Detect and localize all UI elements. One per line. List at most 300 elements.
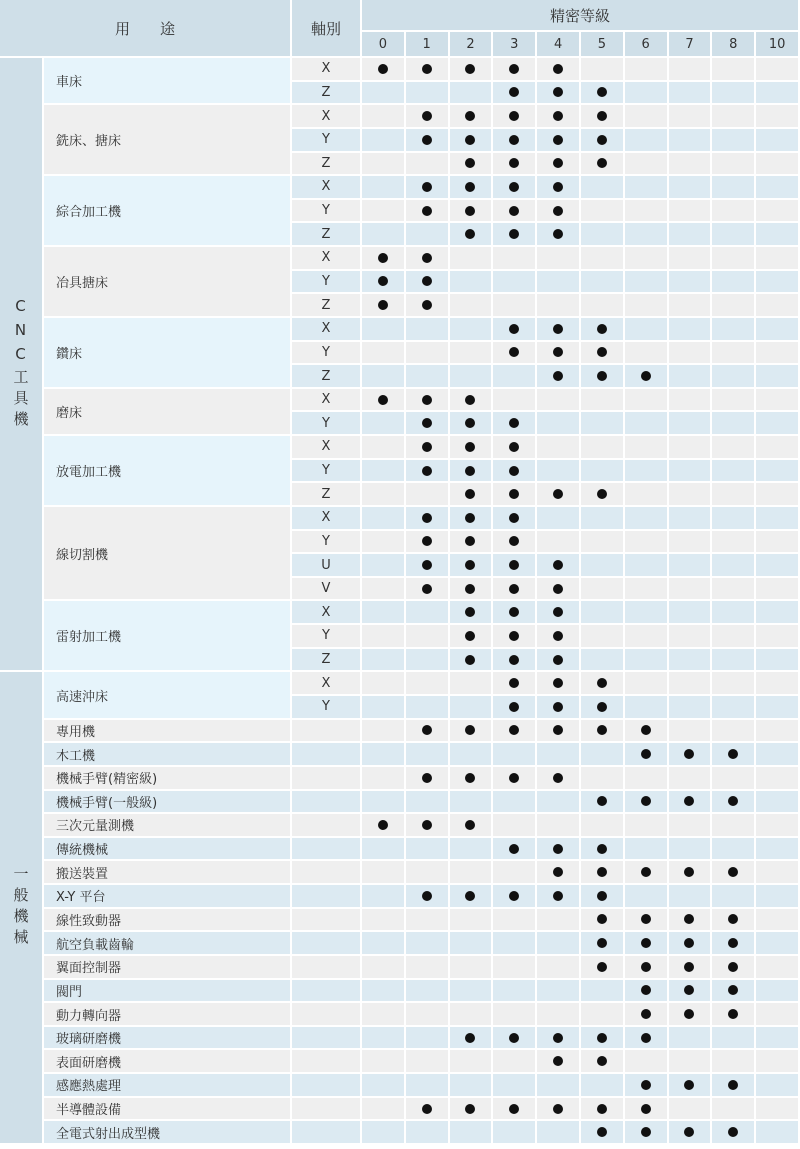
- grade-cell: [712, 838, 756, 862]
- grade-cell: [669, 389, 713, 413]
- grade-cell: [625, 649, 669, 673]
- grade-cell: [406, 153, 450, 177]
- applicable-grade-dot: [553, 867, 563, 877]
- grade-cell: [406, 956, 450, 980]
- grade-cell: [362, 412, 406, 436]
- grade-cell: [406, 672, 450, 696]
- axis-cell: [292, 1050, 362, 1074]
- grade-cell: [756, 412, 800, 436]
- grade-column-header: 2: [450, 32, 494, 58]
- grade-cell: [756, 223, 800, 247]
- grade-cell: [625, 460, 669, 484]
- applicable-grade-dot: [509, 725, 519, 735]
- applicable-grade-dot: [684, 1080, 694, 1090]
- grade-cell: [669, 129, 713, 153]
- grade-cell: [362, 365, 406, 389]
- grade-cell: [712, 318, 756, 342]
- grade-cell: [406, 412, 450, 436]
- grade-cell: [625, 176, 669, 200]
- grade-cell: [406, 58, 450, 82]
- axis-cell: Z: [292, 82, 362, 106]
- applicable-grade-dot: [597, 1056, 607, 1066]
- grade-cell: [537, 601, 581, 625]
- grade-cell: [450, 1003, 494, 1027]
- grade-cell: [669, 649, 713, 673]
- applicable-grade-dot: [509, 206, 519, 216]
- grade-cell: [362, 1003, 406, 1027]
- applicable-grade-dot: [597, 796, 607, 806]
- grade-cell: [625, 58, 669, 82]
- grade-cell: [625, 1098, 669, 1122]
- grade-cell: [493, 1050, 537, 1074]
- grade-cell: [450, 271, 494, 295]
- applicable-grade-dot: [509, 111, 519, 121]
- grade-cell: [493, 696, 537, 720]
- grade-cell: [581, 483, 625, 507]
- grade-cell: [362, 838, 406, 862]
- grade-cell: [625, 318, 669, 342]
- grade-cell: [406, 980, 450, 1004]
- grade-cell: [581, 58, 625, 82]
- applicable-grade-dot: [422, 820, 432, 830]
- axis-cell: Y: [292, 625, 362, 649]
- applicable-grade-dot: [465, 891, 475, 901]
- applicable-grade-dot: [509, 182, 519, 192]
- grade-cell: [712, 861, 756, 885]
- applicable-grade-dot: [684, 985, 694, 995]
- axis-cell: Z: [292, 153, 362, 177]
- applicable-grade-dot: [553, 773, 563, 783]
- grade-cell: [625, 625, 669, 649]
- grade-cell: [581, 1074, 625, 1098]
- grade-cell: [493, 153, 537, 177]
- grade-cell: [362, 223, 406, 247]
- applicable-grade-dot: [641, 1104, 651, 1114]
- grade-cell: [537, 909, 581, 933]
- applicable-grade-dot: [553, 655, 563, 665]
- grade-cell: [712, 767, 756, 791]
- grade-cell: [406, 649, 450, 673]
- grade-cell: [669, 743, 713, 767]
- grade-cell: [625, 247, 669, 271]
- applicable-grade-dot: [422, 111, 432, 121]
- applicable-grade-dot: [728, 867, 738, 877]
- grade-cell: [537, 932, 581, 956]
- grade-cell: [537, 365, 581, 389]
- grade-cell: [756, 767, 800, 791]
- grade-cell: [406, 1098, 450, 1122]
- grade-cell: [712, 153, 756, 177]
- grade-cell: [712, 1003, 756, 1027]
- axis-cell: [292, 743, 362, 767]
- applicable-grade-dot: [553, 844, 563, 854]
- grade-cell: [756, 932, 800, 956]
- grade-cell: [669, 554, 713, 578]
- applicable-grade-dot: [422, 466, 432, 476]
- axis-cell: Z: [292, 483, 362, 507]
- grade-cell: [537, 649, 581, 673]
- axis-cell: X: [292, 105, 362, 129]
- applicable-grade-dot: [509, 773, 519, 783]
- grade-cell: [756, 696, 800, 720]
- grade-cell: [712, 200, 756, 224]
- grade-cell: [406, 82, 450, 106]
- applicable-grade-dot: [378, 276, 388, 286]
- axis-cell: Z: [292, 365, 362, 389]
- applicable-grade-dot: [509, 891, 519, 901]
- axis-cell: [292, 814, 362, 838]
- grade-cell: [625, 223, 669, 247]
- grade-cell: [450, 223, 494, 247]
- machine-name: 半導體設備: [44, 1098, 292, 1122]
- axis-cell: [292, 791, 362, 815]
- grade-cell: [625, 412, 669, 436]
- axis-cell: Y: [292, 531, 362, 555]
- applicable-grade-dot: [684, 1127, 694, 1137]
- grade-cell: [712, 649, 756, 673]
- grade-cell: [362, 649, 406, 673]
- grade-cell: [712, 105, 756, 129]
- grade-cell: [712, 531, 756, 555]
- grade-cell: [450, 743, 494, 767]
- grade-cell: [362, 271, 406, 295]
- grade-cell: [712, 460, 756, 484]
- grade-cell: [537, 318, 581, 342]
- grade-column-header: 10: [756, 32, 800, 58]
- grade-cell: [669, 1098, 713, 1122]
- grade-cell: [493, 105, 537, 129]
- grade-cell: [669, 1003, 713, 1027]
- machine-name: 傳統機械: [44, 838, 292, 862]
- grade-cell: [581, 838, 625, 862]
- grade-cell: [406, 436, 450, 460]
- applicable-grade-dot: [465, 773, 475, 783]
- grade-cell: [712, 909, 756, 933]
- axis-cell: Y: [292, 342, 362, 366]
- grade-cell: [537, 980, 581, 1004]
- applicable-grade-dot: [597, 347, 607, 357]
- grade-cell: [712, 247, 756, 271]
- applicable-grade-dot: [422, 253, 432, 263]
- machine-name: 全電式射出成型機: [44, 1121, 292, 1145]
- grade-cell: [450, 58, 494, 82]
- applicable-grade-dot: [422, 513, 432, 523]
- applicable-grade-dot: [553, 229, 563, 239]
- grade-cell: [669, 672, 713, 696]
- grade-cell: [537, 200, 581, 224]
- machine-name: 表面研磨機: [44, 1050, 292, 1074]
- grade-cell: [362, 1098, 406, 1122]
- grade-cell: [669, 1027, 713, 1051]
- applicable-grade-dot: [509, 135, 519, 145]
- grade-cell: [581, 1050, 625, 1074]
- grade-cell: [493, 200, 537, 224]
- grade-cell: [625, 153, 669, 177]
- grade-cell: [362, 814, 406, 838]
- grade-cell: [581, 1027, 625, 1051]
- applicable-grade-dot: [465, 655, 475, 665]
- applicable-grade-dot: [553, 1104, 563, 1114]
- applicable-grade-dot: [509, 418, 519, 428]
- grade-cell: [669, 153, 713, 177]
- grade-cell: [625, 861, 669, 885]
- grade-cell: [537, 720, 581, 744]
- machine-name: X-Y 平台: [44, 885, 292, 909]
- group-label: CNC工具機: [0, 58, 44, 672]
- axis-cell: Y: [292, 696, 362, 720]
- applicable-grade-dot: [422, 300, 432, 310]
- applicable-grade-dot: [509, 347, 519, 357]
- grade-cell: [493, 791, 537, 815]
- applicable-grade-dot: [553, 182, 563, 192]
- applicable-grade-dot: [553, 135, 563, 145]
- machine-name: 翼面控制器: [44, 956, 292, 980]
- grade-cell: [450, 389, 494, 413]
- applicable-grade-dot: [465, 182, 475, 192]
- grade-cell: [493, 365, 537, 389]
- applicable-grade-dot: [553, 678, 563, 688]
- grade-cell: [581, 554, 625, 578]
- grade-cell: [406, 200, 450, 224]
- grade-cell: [450, 672, 494, 696]
- grade-cell: [537, 247, 581, 271]
- grade-cell: [450, 720, 494, 744]
- applicable-grade-dot: [728, 1080, 738, 1090]
- applicable-grade-dot: [465, 631, 475, 641]
- applicable-grade-dot: [597, 1104, 607, 1114]
- applicable-grade-dot: [378, 253, 388, 263]
- grade-cell: [712, 1074, 756, 1098]
- grade-cell: [362, 743, 406, 767]
- grade-cell: [669, 58, 713, 82]
- applicable-grade-dot: [641, 749, 651, 759]
- grade-cell: [712, 412, 756, 436]
- grade-cell: [712, 436, 756, 460]
- grade-cell: [581, 956, 625, 980]
- header-axis: 軸別: [292, 0, 362, 58]
- grade-cell: [406, 507, 450, 531]
- grade-cell: [712, 389, 756, 413]
- grade-cell: [406, 1121, 450, 1145]
- grade-cell: [669, 82, 713, 106]
- grade-cell: [581, 672, 625, 696]
- applicable-grade-dot: [728, 749, 738, 759]
- applicable-grade-dot: [509, 158, 519, 168]
- grade-cell: [756, 956, 800, 980]
- grade-cell: [625, 389, 669, 413]
- grade-cell: [756, 1074, 800, 1098]
- applicable-grade-dot: [465, 229, 475, 239]
- applicable-grade-dot: [509, 678, 519, 688]
- applicable-grade-dot: [509, 87, 519, 97]
- grade-cell: [450, 909, 494, 933]
- axis-cell: [292, 1098, 362, 1122]
- applicable-grade-dot: [509, 844, 519, 854]
- grade-cell: [493, 1027, 537, 1051]
- applicable-grade-dot: [465, 584, 475, 594]
- grade-cell: [362, 507, 406, 531]
- grade-cell: [712, 271, 756, 295]
- machine-name: 鑽床: [44, 318, 292, 389]
- applicable-grade-dot: [509, 584, 519, 594]
- grade-cell: [581, 743, 625, 767]
- grade-cell: [537, 507, 581, 531]
- axis-cell: X: [292, 247, 362, 271]
- axis-cell: X: [292, 389, 362, 413]
- applicable-grade-dot: [422, 276, 432, 286]
- applicable-grade-dot: [641, 1080, 651, 1090]
- grade-cell: [493, 129, 537, 153]
- grade-cell: [493, 176, 537, 200]
- grade-cell: [362, 483, 406, 507]
- applicable-grade-dot: [465, 607, 475, 617]
- applicable-grade-dot: [465, 442, 475, 452]
- grade-cell: [493, 483, 537, 507]
- axis-cell: Z: [292, 294, 362, 318]
- grade-cell: [712, 365, 756, 389]
- grade-cell: [712, 1027, 756, 1051]
- grade-cell: [712, 672, 756, 696]
- grade-cell: [493, 932, 537, 956]
- axis-cell: Y: [292, 129, 362, 153]
- grade-column-header: 5: [581, 32, 625, 58]
- applicable-grade-dot: [641, 725, 651, 735]
- machine-name: 線性致動器: [44, 909, 292, 933]
- grade-cell: [669, 1050, 713, 1074]
- axis-cell: X: [292, 436, 362, 460]
- applicable-grade-dot: [465, 725, 475, 735]
- grade-cell: [756, 58, 800, 82]
- axis-cell: [292, 720, 362, 744]
- grade-cell: [406, 578, 450, 602]
- grade-cell: [493, 318, 537, 342]
- grade-cell: [450, 436, 494, 460]
- grade-cell: [756, 436, 800, 460]
- grade-cell: [537, 389, 581, 413]
- grade-cell: [625, 814, 669, 838]
- axis-cell: Z: [292, 223, 362, 247]
- grade-cell: [537, 1027, 581, 1051]
- grade-cell: [669, 838, 713, 862]
- grade-cell: [669, 365, 713, 389]
- axis-cell: Y: [292, 200, 362, 224]
- applicable-grade-dot: [509, 442, 519, 452]
- grade-cell: [712, 625, 756, 649]
- applicable-grade-dot: [553, 607, 563, 617]
- grade-cell: [362, 342, 406, 366]
- applicable-grade-dot: [597, 678, 607, 688]
- applicable-grade-dot: [553, 206, 563, 216]
- axis-cell: [292, 1027, 362, 1051]
- grade-cell: [537, 460, 581, 484]
- axis-cell: [292, 980, 362, 1004]
- applicable-grade-dot: [422, 442, 432, 452]
- applicable-grade-dot: [509, 1033, 519, 1043]
- grade-cell: [756, 365, 800, 389]
- applicable-grade-dot: [509, 607, 519, 617]
- grade-cell: [450, 1098, 494, 1122]
- grade-cell: [756, 601, 800, 625]
- grade-cell: [493, 223, 537, 247]
- grade-cell: [493, 554, 537, 578]
- axis-cell: [292, 861, 362, 885]
- grade-cell: [537, 767, 581, 791]
- applicable-grade-dot: [465, 1033, 475, 1043]
- applicable-grade-dot: [509, 560, 519, 570]
- grade-cell: [581, 223, 625, 247]
- grade-cell: [406, 271, 450, 295]
- grade-cell: [712, 791, 756, 815]
- grade-cell: [669, 223, 713, 247]
- applicable-grade-dot: [597, 135, 607, 145]
- grade-cell: [362, 578, 406, 602]
- grade-cell: [756, 176, 800, 200]
- grade-cell: [537, 1121, 581, 1145]
- grade-cell: [406, 1050, 450, 1074]
- grade-cell: [669, 483, 713, 507]
- applicable-grade-dot: [509, 631, 519, 641]
- grade-column-header: 7: [669, 32, 713, 58]
- machine-name: 玻璃研磨機: [44, 1027, 292, 1051]
- machine-name: 三次元量測機: [44, 814, 292, 838]
- grade-cell: [362, 176, 406, 200]
- grade-cell: [362, 980, 406, 1004]
- grade-cell: [712, 294, 756, 318]
- applicable-grade-dot: [597, 1033, 607, 1043]
- applicable-grade-dot: [465, 489, 475, 499]
- machine-name: 高速沖床: [44, 672, 292, 719]
- grade-cell: [625, 791, 669, 815]
- grade-cell: [450, 1121, 494, 1145]
- applicable-grade-dot: [684, 938, 694, 948]
- grade-cell: [450, 767, 494, 791]
- grade-cell: [362, 200, 406, 224]
- applicable-grade-dot: [597, 111, 607, 121]
- applicable-grade-dot: [641, 1127, 651, 1137]
- grade-cell: [450, 932, 494, 956]
- grade-cell: [493, 743, 537, 767]
- grade-cell: [537, 1050, 581, 1074]
- grade-cell: [756, 720, 800, 744]
- grade-cell: [581, 105, 625, 129]
- grade-cell: [625, 696, 669, 720]
- grade-cell: [581, 932, 625, 956]
- axis-cell: [292, 1074, 362, 1098]
- grade-cell: [493, 247, 537, 271]
- grade-cell: [493, 531, 537, 555]
- applicable-grade-dot: [553, 111, 563, 121]
- grade-cell: [756, 531, 800, 555]
- grade-cell: [537, 672, 581, 696]
- grade-cell: [669, 791, 713, 815]
- header-grade: 精密等級: [362, 0, 800, 32]
- grade-cell: [625, 1074, 669, 1098]
- applicable-grade-dot: [465, 536, 475, 546]
- grade-cell: [406, 554, 450, 578]
- grade-cell: [450, 129, 494, 153]
- grade-cell: [756, 861, 800, 885]
- applicable-grade-dot: [465, 158, 475, 168]
- grade-cell: [537, 696, 581, 720]
- grade-cell: [756, 838, 800, 862]
- grade-cell: [625, 672, 669, 696]
- grade-cell: [625, 271, 669, 295]
- axis-cell: [292, 932, 362, 956]
- grade-cell: [493, 1098, 537, 1122]
- grade-cell: [493, 58, 537, 82]
- grade-cell: [450, 1050, 494, 1074]
- applicable-grade-dot: [728, 1127, 738, 1137]
